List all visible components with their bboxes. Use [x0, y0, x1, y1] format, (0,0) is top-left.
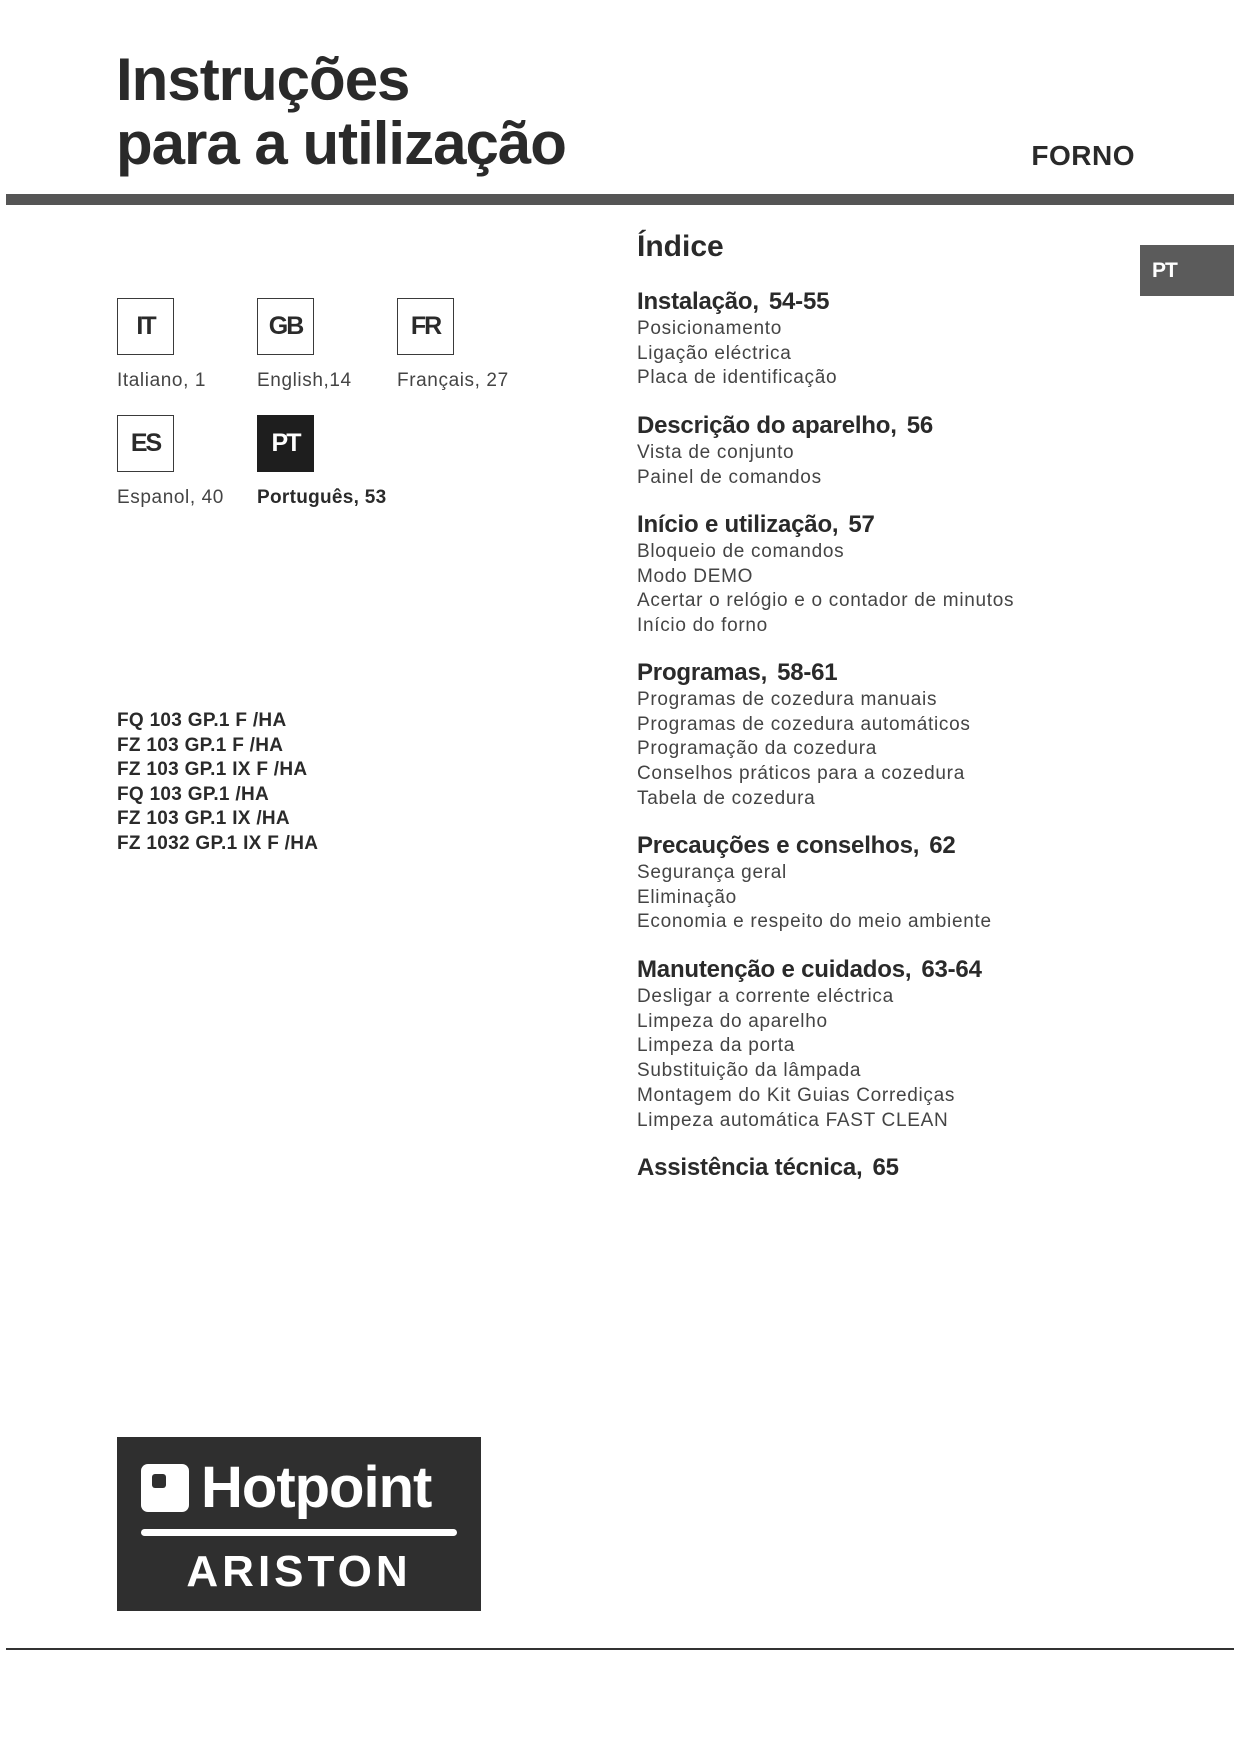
toc-item[interactable]: Vista de conjunto [637, 442, 795, 463]
header-divider [6, 194, 1234, 205]
toc-heading-pages: 62 [929, 832, 956, 859]
toc-item[interactable]: Limpeza da porta [637, 1035, 796, 1057]
toc-heading-title: Programas, [637, 659, 768, 686]
language-code-box: FR [397, 298, 454, 355]
toc-item[interactable]: Painel de comandos [637, 466, 822, 488]
toc-heading-title: Assistência técnica, [637, 1154, 863, 1181]
model-list [117, 709, 318, 857]
language-label: English,14 [257, 370, 352, 391]
language-code-box: IT [117, 298, 174, 355]
toc-item[interactable]: Modo DEMO [637, 565, 754, 587]
logo-sub: ARISTON [186, 1547, 412, 1596]
toc-item[interactable]: Limpeza automática FAST CLEAN [637, 1109, 949, 1131]
language-code-box: ES [117, 415, 174, 472]
language-fr[interactable] [397, 298, 567, 392]
toc-item[interactable]: Programação da cozedura [637, 738, 878, 760]
language-code-box: GB [257, 298, 314, 355]
toc-heading-title: Descrição do aparelho, [637, 412, 897, 439]
language-label: Espanol, 40 [117, 487, 224, 508]
language-label: Português, 53 [257, 487, 387, 508]
toc-section-programs [637, 658, 971, 812]
toc-heading-pages: 63-64 [921, 956, 982, 983]
toc-heading[interactable] [637, 658, 971, 688]
model-item: FQ 103 GP.1 F /HA [117, 710, 287, 731]
model-item: FZ 103 GP.1 F /HA [117, 734, 284, 756]
toc-heading[interactable] [637, 955, 982, 985]
logo-divider [141, 1529, 457, 1536]
toc-section-start [637, 510, 1014, 639]
model-item: FZ 103 GP.1 IX F /HA [117, 759, 308, 781]
toc-item[interactable]: Tabela de cozedura [637, 787, 816, 809]
toc-item[interactable]: Economia e respeito do meio ambiente [637, 911, 992, 933]
language-tab-pt: PT [1140, 245, 1234, 296]
language-label: Italiano, 1 [117, 370, 206, 391]
toc-heading-pages: 57 [848, 511, 875, 538]
toc-item[interactable]: Montagem do Kit Guias Corrediças [637, 1084, 956, 1106]
toc-section-maintenance [637, 955, 982, 1133]
toc-item[interactable]: Programas de cozedura automáticos [637, 713, 971, 735]
toc-section-installation [637, 287, 837, 391]
toc-item[interactable]: Posicionamento [637, 318, 782, 339]
toc-item[interactable]: Início do forno [637, 615, 768, 637]
toc-item[interactable]: Bloqueio de comandos [637, 541, 845, 562]
toc-section-precautions [637, 831, 992, 935]
toc-heading[interactable] [637, 411, 933, 441]
toc-item[interactable]: Eliminação [637, 886, 737, 908]
model-item: FZ 1032 GP.1 IX F /HA [117, 832, 319, 854]
logo-brand-row [141, 1455, 432, 1520]
title-line-1: Instruções [116, 46, 410, 113]
toc-heading-pages: 65 [872, 1154, 899, 1181]
product-name: FORNO [1031, 140, 1135, 171]
toc-item[interactable]: Segurança geral [637, 862, 787, 883]
index-title: Índice [637, 230, 724, 263]
toc-heading[interactable] [637, 510, 1014, 540]
footer-divider [6, 1648, 1234, 1650]
toc-heading-title: Instalação, [637, 288, 759, 315]
toc-item[interactable]: Limpeza do aparelho [637, 1010, 828, 1032]
toc-item[interactable]: Placa de identificação [637, 367, 838, 389]
toc-heading-pages: 54-55 [768, 288, 830, 315]
model-item: FQ 103 GP.1 /HA [117, 783, 269, 805]
toc-item[interactable]: Acertar o relógio e o contador de minutos [637, 590, 1015, 612]
toc-item[interactable]: Conselhos práticos para a cozedura [637, 763, 965, 785]
toc-item[interactable]: Substituição da lâmpada [637, 1060, 862, 1082]
toc-heading[interactable] [637, 831, 992, 861]
toc-item[interactable]: Ligação eléctrica [637, 342, 792, 364]
toc-heading-title: Precauções e conselhos, [637, 832, 920, 859]
toc-heading[interactable] [637, 1153, 899, 1183]
toc-section-assistance [637, 1153, 899, 1183]
toc-heading-title: Manutenção e cuidados, [637, 956, 912, 983]
language-code-box: PT [257, 415, 314, 472]
toc-heading-title: Início e utilização, [637, 511, 839, 538]
toc-heading-pages: 56 [906, 412, 933, 439]
language-pt[interactable] [257, 415, 427, 509]
toc-item[interactable]: Programas de cozedura manuais [637, 689, 938, 710]
toc-item[interactable]: Desligar a corrente eléctrica [637, 986, 894, 1007]
document-title [116, 48, 566, 176]
model-item: FZ 103 GP.1 IX /HA [117, 808, 290, 830]
hotpoint-square-icon [141, 1464, 189, 1512]
toc-heading[interactable] [637, 287, 837, 317]
hotpoint-ariston-logo [117, 1437, 481, 1611]
toc-heading-pages: 58-61 [777, 659, 838, 686]
logo-brand: Hotpoint [201, 1455, 432, 1520]
language-label: Français, 27 [397, 370, 509, 391]
title-line-2: para a utilização [116, 110, 566, 177]
toc-section-description [637, 411, 933, 490]
